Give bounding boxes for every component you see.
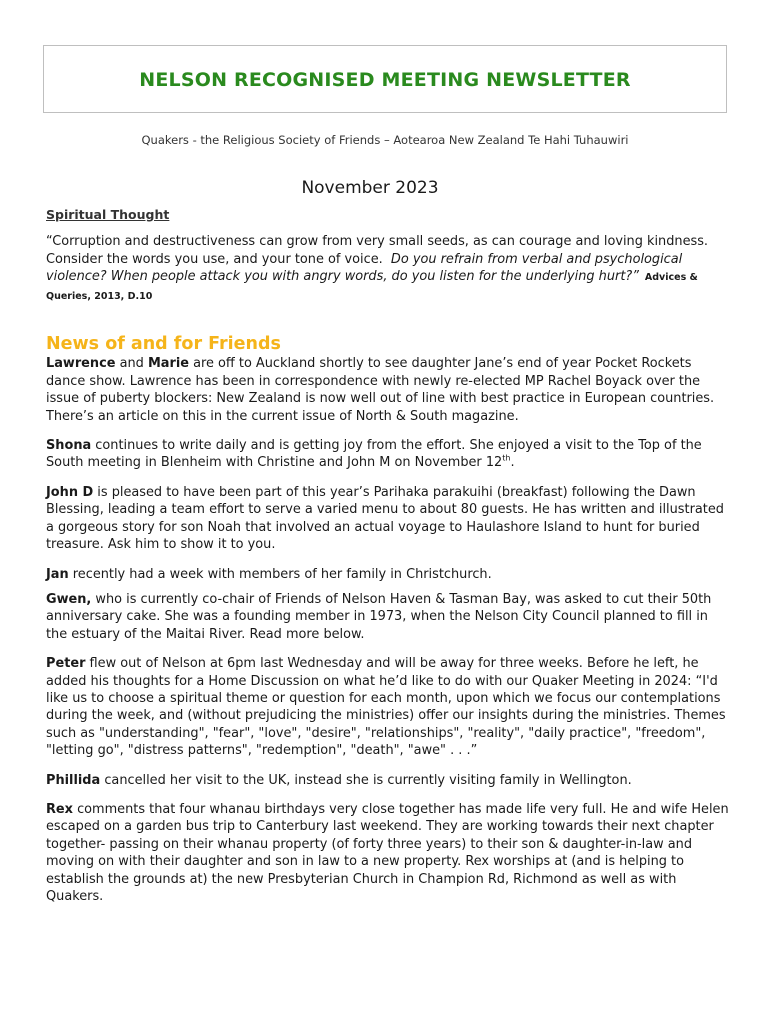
news-text: .	[510, 455, 515, 471]
quote-reference: Advices & Queries, 2013, D.10	[46, 272, 698, 302]
news-text: continues to write daily and is getting joy from the effort. She enjoyed a visit to the Top of the South meeting in Blenheim with Christine and John M on November 12	[46, 438, 702, 471]
newsletter-title: NELSON RECOGNISED MEETING NEWSLETTER	[139, 69, 631, 91]
spiritual-thought-label: Spiritual Thought	[46, 207, 170, 222]
newsletter-header-box	[43, 45, 727, 113]
friend-name: Jan	[46, 566, 69, 582]
friend-name: Gwen,	[46, 591, 92, 607]
friend-name: Shona	[46, 438, 92, 454]
friend-name: Marie	[147, 356, 189, 372]
ordinal-suffix: th	[502, 454, 511, 464]
news-text: is pleased to have been part of this year’s Parihaka parakuihi (breakfast) following the Dawn Blessing, leading a team effort to serve a varied menu to about 80 guests. He has written and illustrated a gorgeous story for son Noah that involved an actual voyage to Haulashore Island to hunt for buried treasure. Ask him to show it to you.	[46, 484, 724, 553]
news-item	[46, 566, 730, 583]
news-item	[46, 655, 730, 759]
quote-plain: “Corruption and destructiveness can grow from very small seeds, as can courage and loving kindness. Consider the words you use, and your tone of voice.	[46, 234, 709, 267]
friend-name: Lawrence	[46, 356, 116, 372]
issue-date: November 2023	[301, 178, 439, 198]
news-item	[46, 437, 730, 472]
news-item	[46, 355, 730, 425]
quote-italic: Do you refrain from verbal and psychological violence? When people attack you with angry words, do you listen for the underlying hurt?”	[46, 251, 683, 285]
news-text: recently had a week with members of her family in Christchurch.	[68, 566, 492, 582]
news-item	[46, 484, 730, 554]
newsletter-body	[46, 206, 730, 917]
news-text: flew out of Nelson at 6pm last Wednesday and will be away for three weeks. Before he left, he added his thoughts for a Home Discussion on what he’d like to do with our Quaker Meeting in 2024: “I'd like us to choose a spiritual theme or question for each month, upon which we focus our contemplations during the week, and (without prejudicing the ministries) offer our insights during the ministries. Themes such as "understanding", "fear", "love", "desire", "relationships", "reality", "daily practice", "freedom", "letting go", "distress patterns", "redemption", "death", "awe" . . .”	[46, 656, 726, 759]
newsletter-subtitle: Quakers - the Religious Society of Friends – Aotearoa New Zealand Te Hahi Tuhauwiri	[141, 133, 629, 147]
friend-name: Phillida	[46, 772, 101, 788]
news-text: comments that four whanau birthdays very close together has made life very full. He and wife Helen escaped on a garden bus trip to Canterbury last weekend. They are working towards their next chapter together- passing on their whanau property (of forty three years) to their son & daughter-in-law and moving on with their daughter and son in law to a new property. Rex worships at (and is helping to establish the grounds at) the new Presbyterian Church in Champion Rd, Richmond as well as with Quakers.	[46, 801, 729, 904]
news-text: are off to Auckland shortly to see daughter Jane’s end of year Pocket Rockets dance show. Lawrence has been in correspondence with newly re-elected MP Rachel Boyack over the issue of puberty blockers: New Zealand is now well out of line with best practice in European countries. There’s an article on this in the current issue of North & South magazine.	[46, 356, 715, 424]
spiritual-thought-quote	[46, 233, 730, 305]
news-heading: News of and for Friends	[46, 334, 281, 355]
news-text: and	[115, 356, 148, 372]
news-text: cancelled her visit to the UK, instead she is currently visiting family in Wellington.	[100, 772, 632, 788]
friend-name: Rex	[46, 801, 73, 817]
friend-name: John D	[46, 484, 94, 500]
friend-name: Peter	[46, 656, 86, 672]
news-item	[46, 801, 730, 905]
news-text: who is currently co-chair of Friends of Nelson Haven & Tasman Bay, was asked to cut their 50th anniversary cake. She was a founding member in 1973, when the Nelson City Council planned to fill in the estuary of the Maitai River. Read more below.	[46, 591, 712, 642]
news-item	[46, 772, 730, 789]
news-item	[46, 591, 730, 643]
